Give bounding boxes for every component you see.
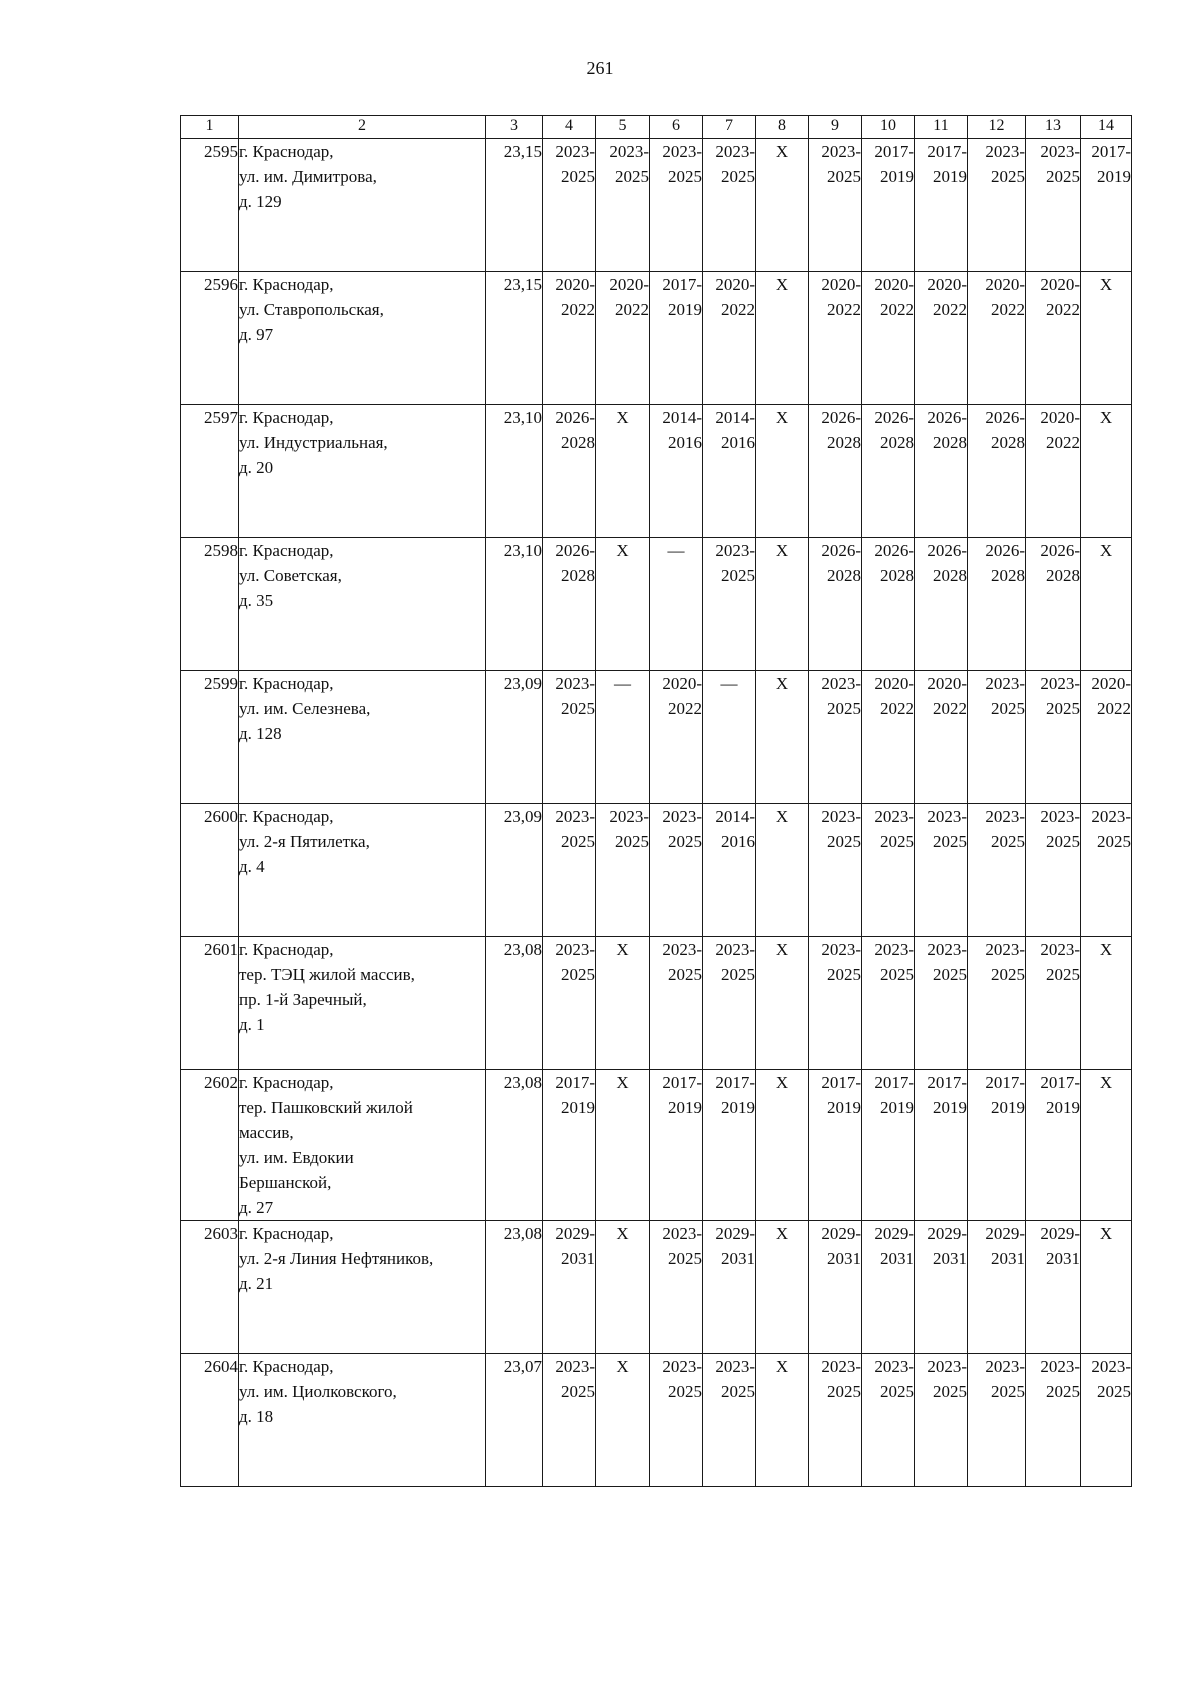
address-cell <box>239 1221 486 1354</box>
period-cell: 2017- 2019 <box>915 1070 968 1221</box>
period-cell: 2023- 2025 <box>862 1354 915 1487</box>
period-cell: 2014- 2016 <box>703 804 756 937</box>
period-cell: X <box>1081 272 1132 405</box>
row-number: 2604 <box>181 1354 239 1487</box>
period-cell: X <box>1081 937 1132 1070</box>
period-cell: 2017- 2019 <box>968 1070 1026 1221</box>
period-cell: 2020- 2022 <box>1081 671 1132 804</box>
area-cell: 23,09 <box>486 671 543 804</box>
period-cell: 2029- 2031 <box>862 1221 915 1354</box>
column-header: 11 <box>915 116 968 139</box>
address-line: д. 35 <box>239 591 274 610</box>
column-header: 8 <box>756 116 809 139</box>
period-cell: 2029- 2031 <box>1026 1221 1081 1354</box>
address-line: пр. 1-й Заречный, <box>239 990 367 1009</box>
address-cell <box>239 1354 486 1487</box>
area-cell: 23,08 <box>486 1221 543 1354</box>
period-cell: 2023- 2025 <box>703 937 756 1070</box>
address-line: д. 97 <box>239 325 274 344</box>
period-cell: 2020- 2022 <box>1026 272 1081 405</box>
period-cell: 2023- 2025 <box>1026 937 1081 1070</box>
period-cell: 2017- 2019 <box>650 272 703 405</box>
address-cell <box>239 139 486 272</box>
address-line: г. Краснодар, <box>239 1357 334 1376</box>
period-cell: 2023- 2025 <box>596 804 650 937</box>
period-cell: 2023- 2025 <box>1026 671 1081 804</box>
row-number: 2598 <box>181 538 239 671</box>
period-cell: 2020- 2022 <box>703 272 756 405</box>
column-header: 2 <box>239 116 486 139</box>
period-cell: 2020- 2022 <box>809 272 862 405</box>
table-row <box>181 139 1132 272</box>
period-cell: 2020- 2022 <box>650 671 703 804</box>
table-row <box>181 1070 1132 1221</box>
register-table <box>180 115 1132 1487</box>
column-header: 12 <box>968 116 1026 139</box>
period-cell: X <box>596 937 650 1070</box>
address-line: г. Краснодар, <box>239 1224 334 1243</box>
period-cell: 2026- 2028 <box>809 538 862 671</box>
row-number: 2596 <box>181 272 239 405</box>
area-cell: 23,08 <box>486 1070 543 1221</box>
table-row <box>181 272 1132 405</box>
period-cell: 2023- 2025 <box>703 139 756 272</box>
period-cell: 2023- 2025 <box>862 804 915 937</box>
address-cell <box>239 538 486 671</box>
period-cell: 2023- 2025 <box>1081 1354 1132 1487</box>
address-line: г. Краснодар, <box>239 275 334 294</box>
period-cell: X <box>756 671 809 804</box>
row-number: 2599 <box>181 671 239 804</box>
period-cell: 2026- 2028 <box>543 405 596 538</box>
period-cell: X <box>756 538 809 671</box>
address-cell <box>239 671 486 804</box>
period-cell: 2026- 2028 <box>1026 538 1081 671</box>
period-cell: 2020- 2022 <box>915 272 968 405</box>
period-cell: 2020- 2022 <box>862 671 915 804</box>
table-row <box>181 937 1132 1070</box>
address-cell <box>239 405 486 538</box>
address-line: ул. им. Евдокии <box>239 1148 354 1167</box>
period-cell: 2026- 2028 <box>809 405 862 538</box>
table-row <box>181 671 1132 804</box>
period-cell: X <box>756 405 809 538</box>
period-cell: 2020- 2022 <box>915 671 968 804</box>
period-cell: 2023- 2025 <box>650 1354 703 1487</box>
period-cell: 2029- 2031 <box>809 1221 862 1354</box>
period-cell: 2017- 2019 <box>1081 139 1132 272</box>
address-line: ул. Индустриальная, <box>239 433 388 452</box>
column-header: 6 <box>650 116 703 139</box>
row-number: 2595 <box>181 139 239 272</box>
column-header: 14 <box>1081 116 1132 139</box>
period-cell: 2029- 2031 <box>543 1221 596 1354</box>
period-cell: X <box>1081 1070 1132 1221</box>
period-cell: X <box>756 1221 809 1354</box>
period-cell: 2023- 2025 <box>809 1354 862 1487</box>
area-cell: 23,15 <box>486 272 543 405</box>
table-row <box>181 804 1132 937</box>
address-line: д. 4 <box>239 857 265 876</box>
period-cell: 2023- 2025 <box>968 671 1026 804</box>
column-header: 10 <box>862 116 915 139</box>
address-line: д. 1 <box>239 1015 265 1034</box>
address-line: г. Краснодар, <box>239 142 334 161</box>
period-cell: 2017- 2019 <box>809 1070 862 1221</box>
period-cell: X <box>596 1354 650 1487</box>
period-cell: 2023- 2025 <box>915 937 968 1070</box>
period-cell: 2023- 2025 <box>915 804 968 937</box>
period-cell: — <box>596 671 650 804</box>
period-cell: 2029- 2031 <box>968 1221 1026 1354</box>
period-cell: 2026- 2028 <box>915 405 968 538</box>
address-line: ул. 2-я Пятилетка, <box>239 832 370 851</box>
period-cell: 2017- 2019 <box>915 139 968 272</box>
area-cell: 23,08 <box>486 937 543 1070</box>
period-cell: 2023- 2025 <box>862 937 915 1070</box>
row-number: 2597 <box>181 405 239 538</box>
period-cell: X <box>1081 1221 1132 1354</box>
period-cell: 2023- 2025 <box>968 937 1026 1070</box>
period-cell: 2029- 2031 <box>703 1221 756 1354</box>
page-number: 261 <box>586 58 614 78</box>
address-line: тер. ТЭЦ жилой массив, <box>239 965 415 984</box>
address-cell <box>239 937 486 1070</box>
row-number: 2600 <box>181 804 239 937</box>
period-cell: X <box>756 1354 809 1487</box>
period-cell: X <box>1081 538 1132 671</box>
period-cell: 2023- 2025 <box>968 1354 1026 1487</box>
address-line: массив, <box>239 1123 294 1142</box>
period-cell: 2017- 2019 <box>1026 1070 1081 1221</box>
period-cell: 2026- 2028 <box>862 538 915 671</box>
period-cell: 2023- 2025 <box>809 671 862 804</box>
area-cell: 23,09 <box>486 804 543 937</box>
address-line: г. Краснодар, <box>239 940 334 959</box>
period-cell: 2023- 2025 <box>915 1354 968 1487</box>
address-cell <box>239 1070 486 1221</box>
address-line: тер. Пашковский жилой <box>239 1098 413 1117</box>
period-cell: 2023- 2025 <box>650 937 703 1070</box>
column-header: 13 <box>1026 116 1081 139</box>
period-cell: 2026- 2028 <box>968 538 1026 671</box>
period-cell: 2023- 2025 <box>968 139 1026 272</box>
address-line: д. 20 <box>239 458 274 477</box>
period-cell: 2020- 2022 <box>543 272 596 405</box>
period-cell: 2023- 2025 <box>543 671 596 804</box>
period-cell: 2026- 2028 <box>862 405 915 538</box>
period-cell: X <box>596 1070 650 1221</box>
table-row <box>181 538 1132 671</box>
period-cell: — <box>650 538 703 671</box>
period-cell: X <box>596 405 650 538</box>
period-cell: 2026- 2028 <box>915 538 968 671</box>
address-line: ул. им. Селезнева, <box>239 699 371 718</box>
address-line: г. Краснодар, <box>239 1073 334 1092</box>
period-cell: 2020- 2022 <box>862 272 915 405</box>
period-cell: 2023- 2025 <box>1026 139 1081 272</box>
table-row <box>181 1354 1132 1487</box>
period-cell: 2023- 2025 <box>703 538 756 671</box>
address-line: д. 27 <box>239 1198 274 1217</box>
column-header: 5 <box>596 116 650 139</box>
table-row <box>181 1221 1132 1354</box>
period-cell: 2020- 2022 <box>968 272 1026 405</box>
address-cell <box>239 804 486 937</box>
area-cell: 23,10 <box>486 538 543 671</box>
period-cell: 2020- 2022 <box>596 272 650 405</box>
period-cell: 2023- 2025 <box>1026 804 1081 937</box>
period-cell: X <box>1081 405 1132 538</box>
address-line: г. Краснодар, <box>239 807 334 826</box>
address-line: ул. Советская, <box>239 566 342 585</box>
period-cell: X <box>596 1221 650 1354</box>
address-line: д. 129 <box>239 192 282 211</box>
period-cell: 2023- 2025 <box>809 804 862 937</box>
period-cell: 2017- 2019 <box>862 1070 915 1221</box>
period-cell: 2023- 2025 <box>650 139 703 272</box>
row-number: 2602 <box>181 1070 239 1221</box>
address-line: д. 18 <box>239 1407 274 1426</box>
period-cell: 2023- 2025 <box>543 937 596 1070</box>
area-cell: 23,10 <box>486 405 543 538</box>
period-cell: X <box>756 1070 809 1221</box>
period-cell: 2023- 2025 <box>543 1354 596 1487</box>
address-line: Бершанской, <box>239 1173 332 1192</box>
header-row <box>181 116 1132 139</box>
address-line: ул. им. Димитрова, <box>239 167 377 186</box>
period-cell: 2026- 2028 <box>543 538 596 671</box>
period-cell: 2023- 2025 <box>968 804 1026 937</box>
column-header: 3 <box>486 116 543 139</box>
column-header: 4 <box>543 116 596 139</box>
period-cell: X <box>756 139 809 272</box>
address-line: ул. Ставропольская, <box>239 300 384 319</box>
period-cell: 2023- 2025 <box>543 804 596 937</box>
period-cell: 2020- 2022 <box>1026 405 1081 538</box>
period-cell: 2023- 2025 <box>809 937 862 1070</box>
period-cell: X <box>756 804 809 937</box>
address-cell <box>239 272 486 405</box>
period-cell: 2014- 2016 <box>650 405 703 538</box>
period-cell: 2023- 2025 <box>1081 804 1132 937</box>
address-line: г. Краснодар, <box>239 541 334 560</box>
address-line: д. 21 <box>239 1274 274 1293</box>
period-cell: 2023- 2025 <box>703 1354 756 1487</box>
address-line: ул. 2-я Линия Нефтяников, <box>239 1249 434 1268</box>
period-cell: — <box>703 671 756 804</box>
period-cell: 2029- 2031 <box>915 1221 968 1354</box>
period-cell: 2017- 2019 <box>862 139 915 272</box>
row-number: 2603 <box>181 1221 239 1354</box>
address-line: ул. им. Циолковского, <box>239 1382 397 1401</box>
period-cell: 2023- 2025 <box>543 139 596 272</box>
period-cell: X <box>756 272 809 405</box>
column-header: 7 <box>703 116 756 139</box>
period-cell: 2014- 2016 <box>703 405 756 538</box>
column-header: 1 <box>181 116 239 139</box>
address-line: д. 128 <box>239 724 282 743</box>
period-cell: 2026- 2028 <box>968 405 1026 538</box>
address-line: г. Краснодар, <box>239 674 334 693</box>
period-cell: 2023- 2025 <box>809 139 862 272</box>
period-cell: 2023- 2025 <box>650 1221 703 1354</box>
period-cell: 2023- 2025 <box>650 804 703 937</box>
address-line: г. Краснодар, <box>239 408 334 427</box>
period-cell: X <box>596 538 650 671</box>
period-cell: 2023- 2025 <box>1026 1354 1081 1487</box>
area-cell: 23,15 <box>486 139 543 272</box>
period-cell: 2017- 2019 <box>650 1070 703 1221</box>
column-header: 9 <box>809 116 862 139</box>
area-cell: 23,07 <box>486 1354 543 1487</box>
period-cell: 2017- 2019 <box>703 1070 756 1221</box>
period-cell: 2023- 2025 <box>596 139 650 272</box>
row-number: 2601 <box>181 937 239 1070</box>
period-cell: 2017- 2019 <box>543 1070 596 1221</box>
table-row <box>181 405 1132 538</box>
period-cell: X <box>756 937 809 1070</box>
